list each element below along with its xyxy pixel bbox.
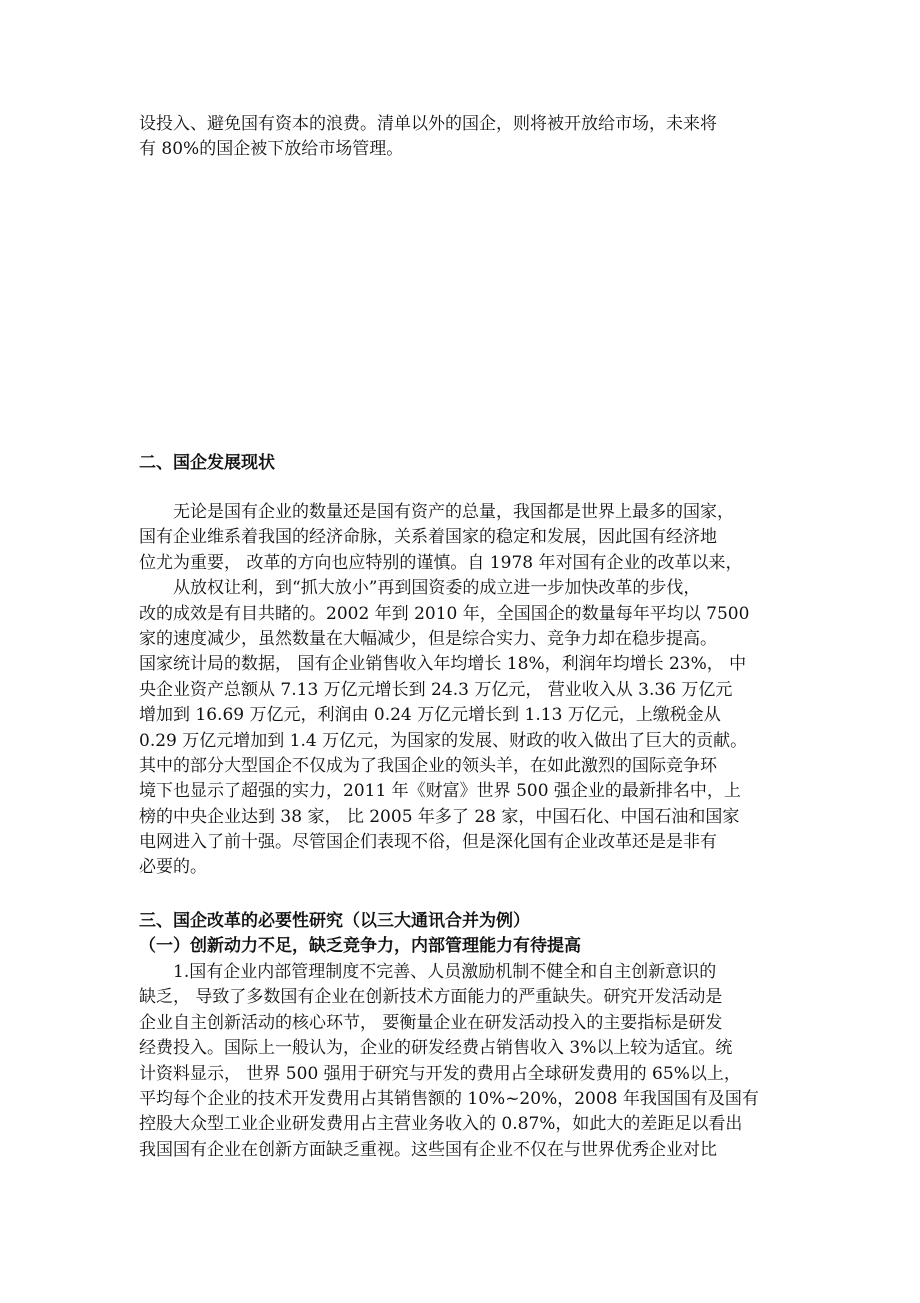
text-line: 企业自主创新活动的核心环节， 要衡量企业在研发活动投入的主要指标是研发 bbox=[139, 1012, 723, 1033]
text-line: 缺乏， 导致了多数国有企业在创新技术方面能力的严重缺失。研究开发活动是 bbox=[139, 987, 723, 1008]
text-line: 经费投入。国际上一般认为，企业的研发经费占销售收入 3%以上较为适宜。统 bbox=[139, 1038, 733, 1059]
section-heading-3 bbox=[139, 909, 799, 960]
text-line: 增加到 16.69 万亿元，利润由 0.24 万亿元增长到 1.13 万亿元，上缴税金从 bbox=[139, 705, 721, 726]
text-line: 电网进入了前十强。尽管国企们表现不俗，但是深化国有企业改革还是是非有 bbox=[139, 832, 717, 853]
section-heading-2 bbox=[139, 451, 799, 476]
text-line: 改的成效是有目共睹的。2002 年到 2010 年，全国国企的数量每年平均以 7500 bbox=[139, 603, 750, 624]
text-line: 其中的部分大型国企不仅成为了我国企业的领头羊，在如此激烈的国际竞争环 bbox=[139, 755, 717, 776]
text-line: 我国国有企业在创新方面缺乏重视。这些国有企业不仅在与世界优秀企业对比 bbox=[139, 1139, 717, 1160]
text-line: 1.国有企业内部管理制度不完善、人员激励机制不健全和自主创新意识的 bbox=[173, 962, 717, 982]
text-line: 境下也显示了超强的实力，2011 年《财富》世界 500 强企业的最新排名中，上 bbox=[139, 781, 741, 802]
text-line: 榜的中央企业达到 38 家， 比 2005 年多了 28 家，中国石化、中国石油和国家 bbox=[139, 806, 740, 827]
subsection-heading: （一）创新动力不足，缺乏竞争力，内部管理能力有待提高 bbox=[139, 936, 581, 957]
section-heading: 二、国企发展现状 bbox=[139, 453, 275, 473]
text-line: 位尤为重要， 改革的方向也应特别的谨慎。自 1978 年对国有企业的改革以来， bbox=[139, 552, 743, 573]
text-line: 无论是国有企业的数量还是国有资产的总量，我国都是世界上最多的国家， bbox=[173, 502, 734, 522]
text-line: 国有企业维系着我国的经济命脉，关系着国家的稳定和发展，因此国有经济地 bbox=[139, 527, 717, 548]
section-heading: 三、国企改革的必要性研究（以三大通讯合并为例） bbox=[139, 911, 530, 931]
section-3-paragraph bbox=[139, 960, 799, 1163]
text-line: 计资料显示， 世界 500 强用于研究与开发的费用占全球研发费用的 65%以上， bbox=[139, 1063, 741, 1084]
text-line: 平均每个企业的技术开发费用占其销售额的 10%~20%，2008 年我国国有及国有 bbox=[139, 1088, 759, 1109]
text-line: 有 80%的国企被下放给市场管理。 bbox=[139, 139, 404, 160]
section-2-paragraph bbox=[139, 500, 799, 881]
text-line: 央企业资产总额从 7.13 万亿元增长到 24.3 万亿元， 营业收入从 3.36 万亿元 bbox=[139, 679, 733, 700]
text-line: 从放权让利，到“抓大放小”再到国资委的成立进一步加快改革的步伐， bbox=[173, 578, 701, 599]
text-line: 家的速度减少，虽然数量在大幅减少，但是综合实力、竞争力却在稳步提高。 bbox=[139, 628, 717, 649]
text-line: 0.29 万亿元增加到 1.4 万亿元，为国家的发展、财政的收入做出了巨大的贡献。 bbox=[139, 730, 748, 751]
text-line: 控股大众型工业企业研发费用占主营业务收入的 0.87%，如此大的差距足以看出 bbox=[139, 1114, 743, 1135]
intro-paragraph bbox=[139, 112, 799, 163]
text-line: 国家统计局的数据， 国有企业销售收入年均增长 18%，利润年均增长 23%， 中 bbox=[139, 654, 747, 675]
text-line: 必要的。 bbox=[139, 857, 207, 878]
text-line: 设投入、避免国有资本的浪费。清单以外的国企，则将被开放给市场，未来将 bbox=[139, 114, 717, 134]
